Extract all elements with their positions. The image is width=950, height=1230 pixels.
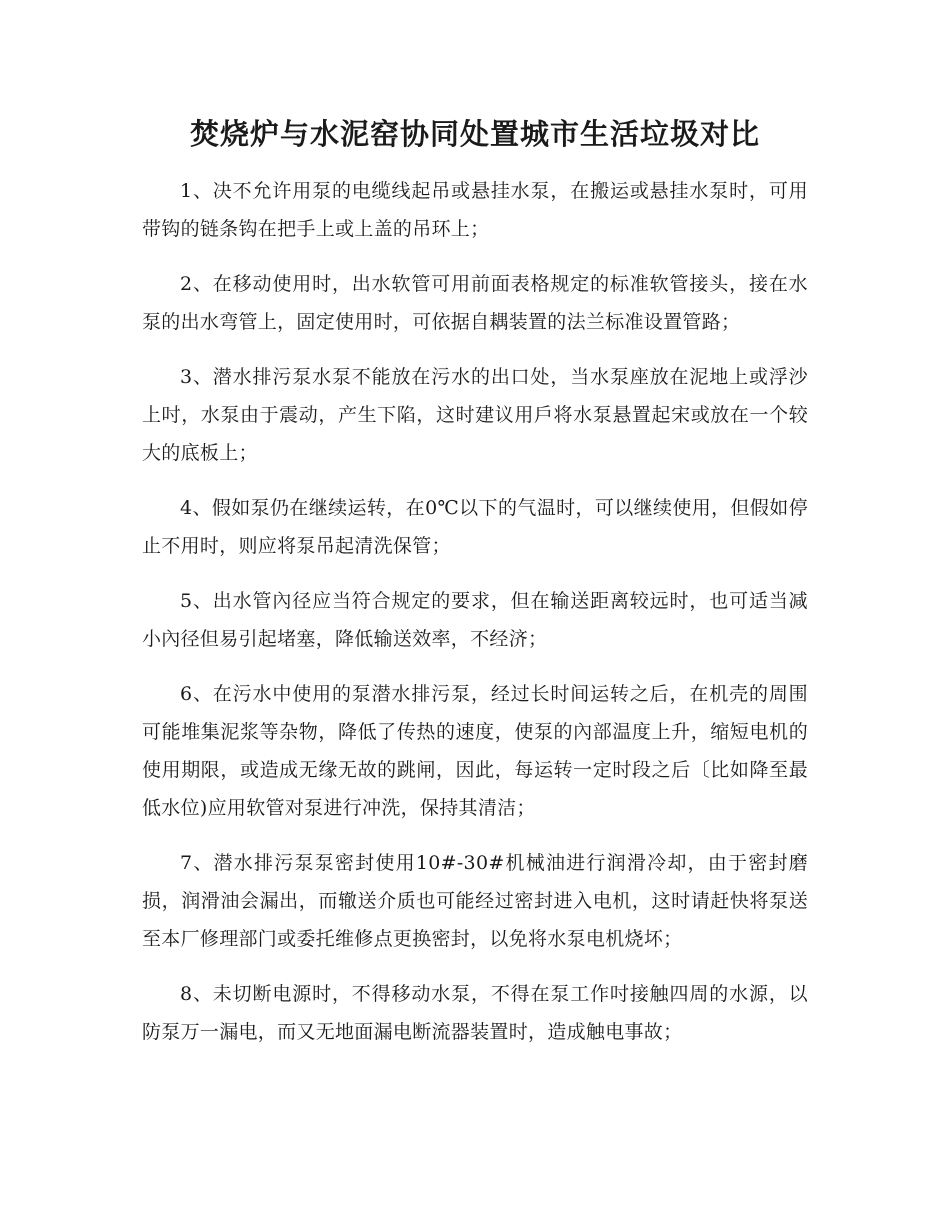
paragraph-8: 8、未切断电源时，不得移动水泵，不得在泵工作吋接触四周的水源，以防泵万一漏电，而又无地面漏电断流器装置时，造成触电事故；: [142, 983, 808, 1043]
document-title: 焚烧炉与水泥窑协同处置城市生活垃圾对比: [189, 117, 760, 151]
paragraph-5: 5、出水管內径应当符合规定的要求，但在输送距离较远时，也可适当减小內径但易引起堵塞，降低输送效率，不经济；: [142, 590, 808, 650]
paragraph-3: 3、潜水排污泵水泵不能放在污水的出口处，当水泵座放在泥地上或浮沙上吋，水泵由于震动，产生下陷，这时建议用戶将水泵悬置起宋或放在一个较大的底板上；: [142, 366, 808, 464]
paragraph-6: 6、在污水中使用的泵潜水排污泵，经过长时间运转之后，在机壳的周围可能堆集泥浆等杂物，降低了传热的速度，使泵的內部温度上升，缩短电机的使用期限，或造成无缘无故的跳闸，因此，每运转一定时段之后〔比如降至最低水位)应用软管对泵进行冲洗，保持其清洁；: [142, 683, 808, 819]
paragraph-2: 2、在移动使用时，出水软管可用前面表格规定的标准软管接头，接在水泵的出水弯管上，固定使用时，可依据自耦装置的法兰标准设置管路；: [142, 273, 808, 333]
paragraph-4: 4、假如泵仍在继续运转，在0℃以下的气温时，可以继续使用，但假如停止不用时，则应将泵吊起清洗保管；: [142, 497, 808, 557]
paragraph-1: 1、决不允许用泵的电缆线起吊或悬挂水泵，在搬运或悬挂水泵时，可用带钩的链条钩在把手上或上盖的吊环上；: [142, 180, 808, 240]
paragraph-7: 7、潜水排污泵泵密封使用10#-30#机械油进行润滑冷却，由于密封磨损，润滑油会漏出，而辙送介质也可能经过密封进入电机，这时请赶快将泵送至本厂修理部门或委托维修点更换密封，以免将水泵电机烧坏；: [142, 852, 808, 950]
